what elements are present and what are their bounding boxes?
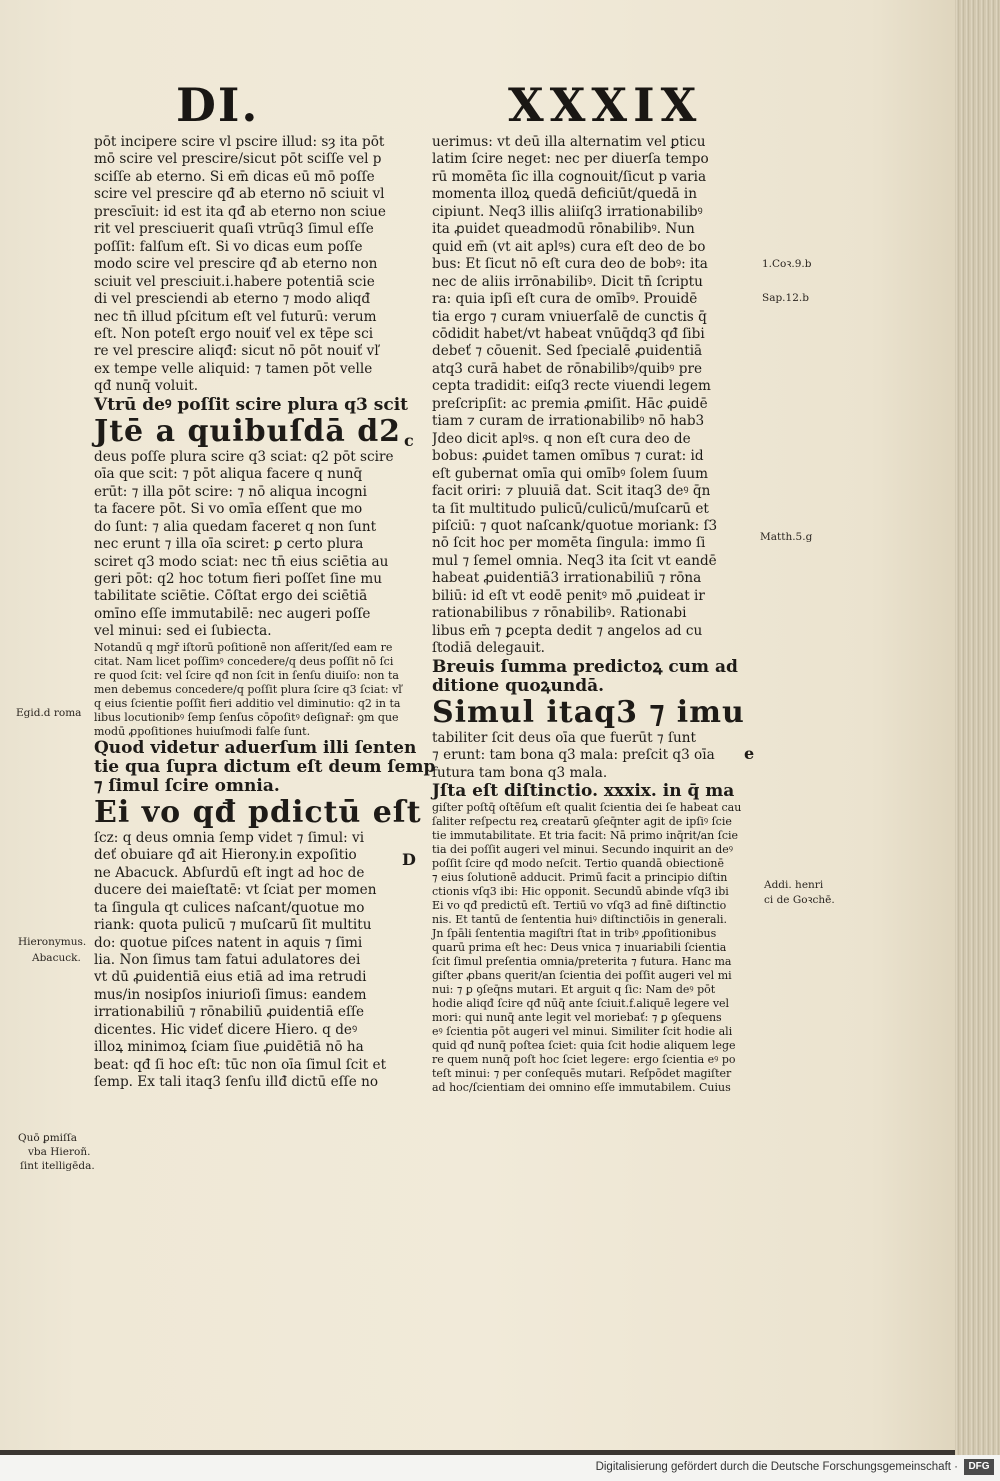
right-text-line: ita ꝓuidet queadmodū rōnabilibꝰ. Nun	[432, 221, 695, 238]
right-text-line: bobus: ꝓuidet tamen omībus ⁊ curat: id	[432, 448, 704, 465]
left-text-line: erūt: ⁊ illa pōt scire: ⁊ nō aliqua incogni	[94, 483, 367, 500]
left-text-line: deť obuiare qđ ait Hierony.in expoſitio	[94, 847, 357, 864]
left-text-line: qđ nunq̄ voluit.	[94, 378, 199, 395]
right-text-line: ra: quia ipſi eſt cura de omībꝰ. Prouidē	[432, 291, 698, 308]
right-text-line: uerimus: vt deū illa alternatim vel ꝑticu	[432, 134, 706, 150]
left-text-line: ta ſingula qt culices naſcant/quotue mo	[94, 899, 365, 916]
margin-note-egid: Egid.d roma	[16, 707, 82, 719]
right-text-line: biliū: id eſt vt eodē penitꝰ mō ꝓuideat ir	[432, 587, 705, 604]
right-text-column	[432, 134, 762, 1095]
left-heading-line: Vtrū deꝰ poſſit scire plura q3 scit	[94, 394, 409, 415]
left-commentary-line: q eius ſcientie poſſit fieri additio vel diminutio: q2 in ta	[94, 696, 401, 710]
left-text-line: illoꝝ minimoꝝ ſciam ſiue ꝓuidētiā nō ha	[94, 1039, 364, 1056]
left-text-line: deus poſſe plura scire q3 sciat: q2 pōt scire	[94, 448, 394, 465]
right-commentary-line: eꝰ ſcientia pōt augeri vel minui. Similiter ſcit hodie ali	[432, 1024, 733, 1038]
folio-right: XXXIX	[508, 78, 703, 132]
right-text-line: latim ſcire neget: nec per diuerſa tempo	[432, 151, 709, 168]
left-heading-line: ⁊ ſimul ſcire omnia.	[94, 775, 280, 796]
left-text-line: di vel presciendi ab eterno ⁊ modo aliqđ	[94, 291, 371, 308]
right-text-line: facit oriri: ⁊ pluuiā dat. Scit itaq3 deꝰ q̄n	[432, 483, 711, 500]
left-text-line: irrationabiliū ⁊ rōnabiliū ꝓuidentiā eſſe	[94, 1004, 365, 1021]
left-text-line: vt dū ꝓuidentiā eius etiā ad ima retrudi	[94, 969, 367, 986]
right-commentary-line: hodie aliqđ ſcire qđ nūq̄ ante ſciuit.f.aliquē legere vel	[432, 996, 730, 1010]
right-commentary-line: giſter poſtq̄ oſtēſum eſt qualit ſcientia dei ſe habeat cau	[432, 800, 742, 814]
left-text-line: tabilitate sciētie. Cōſtat ergo dei sciētiā	[94, 588, 368, 605]
left-text-line: mō scire vel prescire/sicut pōt sciſſe vel p	[94, 151, 382, 168]
margin-note-addi-1: Addi. henri	[764, 879, 824, 891]
right-text-line: debeť ⁊ cōuenit. Sed ſpecialē ꝓuidentiā	[432, 343, 703, 360]
left-commentary-line: Notandū q mgř iſtorū poſitionē non aſſerit/ſed eam re	[94, 640, 393, 654]
left-text-line: dicentes. Hic videť dicere Hiero. q deꝰ	[94, 1021, 358, 1038]
left-text-column	[94, 134, 436, 1092]
right-commentary-line: Jn ſpāli ſententia magiſtri ſtat in tribꝰ ꝓpoſitionibus	[432, 926, 717, 940]
left-text-line: eſt. Non poteſt ergo nouiť vel ex tēpe sci	[94, 325, 374, 342]
right-commentary-line: ad hoc/ſcientiam dei omnino eſſe immutabilem. Cuius	[432, 1080, 731, 1094]
right-text-line: ſtodiā delegauit.	[432, 640, 545, 657]
left-text-line: do ſunt: ⁊ alia quedam faceret q non ſunt	[94, 518, 377, 535]
right-text-line: tiam ⁊ curam de irrationabilibꝰ nō hab3	[432, 413, 705, 430]
margin-note-quo-2: vba Hieroñ.	[28, 1146, 91, 1158]
right-text-line: ⁊ erunt: tam bona q3 mala: preſcit q3 oīa	[432, 747, 715, 764]
right-text-line: tia ergo ⁊ curam vniuerſalē de cunctis q̄	[432, 308, 707, 325]
right-commentary-line: quarū prima eſt hec: Deus vnica ⁊ inuariabili ſcientia	[432, 940, 727, 954]
right-text-line: libus em̄ ⁊ ꝑcepta dedit ⁊ angelos ad cu	[432, 622, 703, 639]
right-text-line: ta ſit multitudo pulicū/culicū/muſcarū et	[432, 500, 709, 517]
left-commentary-line: libus locutionibꝰ ſemp ſenſus cōpoſitꝰ deſignař: ꝯm que	[94, 710, 399, 724]
margin-note-cor: 1.Coꝛ.9.b	[762, 258, 812, 270]
left-commentary-line: modū ꝓpoſitiones huiuſmodi falſe ſunt.	[94, 724, 311, 738]
section-letter-e: e	[744, 744, 755, 763]
right-text-line: rationabilibus ⁊ rōnabilibꝰ. Rationabi	[432, 605, 687, 622]
right-text-line: nō ſcit hoc per momēta ſingula: immo ſi	[432, 535, 706, 552]
right-commentary-line: mori: qui nunq̄ ante legit vel moriebať: ⁊ ꝑ ꝯſequens	[432, 1010, 722, 1024]
left-text-line: do: quotue piſces natent in aquis ⁊ ſimi	[94, 934, 363, 951]
page-edge	[955, 0, 1000, 1455]
left-text-line: ta facere pōt. Si vo omīa eſſent que mo	[94, 501, 363, 518]
right-text-line: cōdidit habet/vt habeat vnūq̄dq3 qđ ſibi	[432, 325, 705, 342]
folio-left: DI.	[176, 78, 260, 132]
right-text-line: cipiunt. Neq3 illis aliiſq3 irrationabilibꝰ	[432, 203, 703, 220]
left-text-line: rit vel presciuerit quaſi vtrūq3 ſimul eſſe	[94, 221, 374, 238]
right-text-line: atq3 curā habet de rōnabilibꝰ/quibꝰ pre	[432, 360, 703, 377]
dfg-logo: DFG	[964, 1459, 994, 1475]
right-text-line: tabiliter ſcit deus oīa que fuerūt ⁊ ſunt	[432, 729, 696, 746]
right-text-line: piſciū: ⁊ quot naſcank/quotue moriank: ſ3	[432, 517, 718, 534]
margin-note-matth: Matth.5.g	[760, 531, 813, 543]
right-text-line: mul ⁊ ſemel omnia. Neq3 ita ſcit vt eandē	[432, 552, 717, 569]
footer-bar	[0, 1455, 1000, 1481]
left-text-line: beat: qđ ſi hoc eſt: tūc non oīa ſimul ſcit et	[94, 1056, 387, 1073]
left-commentary-line: men debemus concedere/q poſſit plura ſcire q3 ſciat: vľ	[94, 682, 402, 696]
left-text-line: nec erunt ⁊ illa oīa sciret: ꝑ certo plura	[94, 536, 364, 553]
left-initial-line: Ei vo qđ pdictū eſt	[94, 794, 422, 830]
right-commentary-line: teſt minui: ⁊ per conſequēs mutari. Reſpōdet magiſter	[432, 1066, 732, 1080]
right-commentary-line: nui: ⁊ ꝑ ꝯſeq̄ns mutari. Et arguit q ſic: Nam deꝰ pōt	[432, 982, 716, 996]
left-text-line: ſemp. Ex tali itaq3 ſenſu illđ dictū eſſe no	[94, 1074, 379, 1091]
left-text-line: mus/in nosipſos iniurioſi ſimus: eandem	[94, 986, 367, 1003]
right-commentary-line: quid qđ nunq̄ poſtea ſciet: quia ſcit hodie aliquem lege	[432, 1038, 736, 1052]
margin-note-quo-1: Quō ꝑmiſſa	[18, 1132, 78, 1144]
right-text-line: quid em̄ (vt ait aplꝰs) cura eſt deo de bo	[432, 238, 706, 255]
left-text-line: riank: quota pulicū ⁊ muſcarū ſit multitu	[94, 917, 372, 934]
right-text-line: rū momēta ſic illa cognouit/ſicut p varia	[432, 168, 707, 185]
margin-note-sap: Sap.12.b	[762, 292, 809, 304]
left-text-line: oīa que scit: ⁊ pōt aliqua facere q nunq̄	[94, 466, 363, 483]
right-heading-line: Breuis ſumma predictoꝝ cum ad	[432, 656, 738, 677]
right-commentary-line: ctionis vſq3 ibi: Hic opponit. Secundū abinde vſq3 ibi	[432, 884, 729, 898]
left-text-line: ducere dei maieſtatē: vt ſciat per momen	[94, 882, 377, 899]
right-initial-line: Simul itaq3 ⁊ imu	[432, 694, 745, 730]
margin-note-addi-2: ci de Goꝛchē.	[764, 894, 835, 906]
margin-note-hieronymus: Hieronymus.	[18, 936, 87, 948]
right-commentary-line: tie immutabilitate. Et tria facit: Nā primo inq̄rit/an ſcie	[432, 828, 739, 842]
right-heading-line: ditione quoꝝundā.	[432, 675, 605, 696]
right-text-line: preſcripſit: ac premia ꝓmiſit. Hāc ꝓuidē	[432, 395, 708, 412]
left-text-line: omīno eſſe immutabilē: nec augeri poſſe	[94, 605, 371, 622]
left-text-line: poſſit: falſum eſt. Si vo dicas eum poſſe	[94, 238, 363, 255]
left-initial-line: Jtē a quibuſdā d2	[94, 413, 402, 449]
left-text-line: vel minui: sed ei ſubiecta.	[94, 623, 272, 640]
right-text-line: bus: Et ſicut nō eſt cura deo de bobꝰ: ita	[432, 256, 708, 273]
left-text-line: nec tn̄ illud pſcitum eſt vel futurū: verum	[94, 308, 377, 325]
left-text-line: geri pōt: q2 hoc totum fieri poſſet ſine mu	[94, 570, 382, 587]
margin-note-quo-3: ſint itelligēda.	[20, 1160, 95, 1172]
right-text-line: Jdeo dicit aplꝰs. q non eſt cura deo de	[432, 430, 691, 447]
left-text-line: ex tempe velle aliquid: ⁊ tamen pōt velle	[94, 360, 373, 377]
left-text-line: ne Abacuck. Abſurdū eſt ingt ad hoc de	[94, 864, 365, 881]
right-commentary-line: giſter ꝓbans querit/an ſcientia dei poſſit augeri vel mi	[432, 968, 732, 982]
right-text-line: cepta tradidit: eiſq3 recte viuendi legem	[432, 378, 711, 395]
section-letter-d: D	[402, 850, 416, 869]
right-text-line: futura tam bona q3 mala.	[432, 764, 608, 781]
left-heading-line: tie qua ſupra dictum eſt deum ſemp	[94, 756, 436, 777]
right-text-line: momenta illoꝝ quedā deficiūt/quedā in	[432, 186, 697, 203]
right-commentary-line: ſcit ſimul preſentia omnia/preterita ⁊ futura. Hanc ma	[432, 954, 732, 968]
left-text-line: ſcz: q deus omnia ſemp videt ⁊ ſimul: vi	[94, 829, 365, 846]
left-text-line: sciſſe ab eterno. Si em̄ dicas eū mō poſſe	[94, 168, 375, 185]
right-text-line: nec de aliis irrōnabilibꝰ. Dicit tn̄ ſcriptu	[432, 273, 703, 290]
left-text-line: sciuit vel presciuit.i.habere potentiā scie	[94, 273, 375, 290]
left-heading-line: Quod videtur aduerſum illi ſenten	[94, 737, 417, 758]
left-commentary-line: citat. Nam licet poſſimꝰ concedere/q deus poſſit nō ſci	[94, 654, 394, 668]
footer-credit: Digitalisierung gefördert durch die Deutsche Forschungsgemeinschaft ·	[595, 1461, 958, 1473]
right-commentary-line: ⁊ eius ſolutionē adducit. Primū facit a principio diſtin	[432, 870, 728, 884]
left-text-line: scire vel prescire qđ ab eterno nō sciuit vl	[94, 186, 385, 203]
left-commentary-line: re quod ſcit: vel ſcire qđ non ſcit in ſenſu diuiſo: non ta	[94, 668, 399, 682]
left-text-line: prescīuit: id est ita qđ ab eterno non sciue	[94, 203, 386, 220]
left-text-line: modo scire vel prescire qđ ab eterno non	[94, 256, 378, 273]
left-text-line: pōt incipere scire vl pscire illud: sȝ ita pōt	[94, 134, 385, 150]
right-text-line: habeat ꝓuidentiā3 irrationabiliū ⁊ rōna	[432, 570, 702, 587]
right-commentary-line: tia dei poſſit augeri vel minui. Secundo inquirit an deꝰ	[432, 842, 734, 856]
left-text-line: lia. Non ſimus tam fatui adulatores dei	[94, 951, 361, 968]
right-commentary-line: poſſit ſcire qđ modo neſcit. Tertio quandā obiectionē	[432, 856, 724, 870]
right-heading-line: Jſta eſt diſtinctio. xxxix. in q̄ ma	[432, 780, 735, 801]
right-text-line: eſt gubernat omīa qui omībꝰ ſolem ſuum	[432, 465, 709, 482]
left-text-line: sciret q3 modo sciat: nec tn̄ eius sciētia au	[94, 553, 389, 570]
right-commentary-line: ſaliter reſpectu reꝝ creatarū ꝯſeq̄nter agit de ipſiꝰ ſcie	[432, 814, 732, 828]
section-letter-c: c	[404, 431, 414, 450]
margin-note-abacuck: Abacuck.	[32, 952, 81, 964]
right-commentary-line: Ei vo qđ predictū eſt. Tertiū vo vſq3 ad finē diſtinctio	[432, 898, 727, 912]
right-commentary-line: re quem nunq̄ poſt hoc ſciet legere: ergo ſcientia eꝰ po	[432, 1052, 736, 1066]
left-text-line: re vel prescire aliqđ: sicut nō pōt nouiť vľ	[94, 343, 379, 360]
right-commentary-line: nis. Et tantū de ſententia huiꝰ diſtinctiōis in generali.	[432, 912, 727, 926]
